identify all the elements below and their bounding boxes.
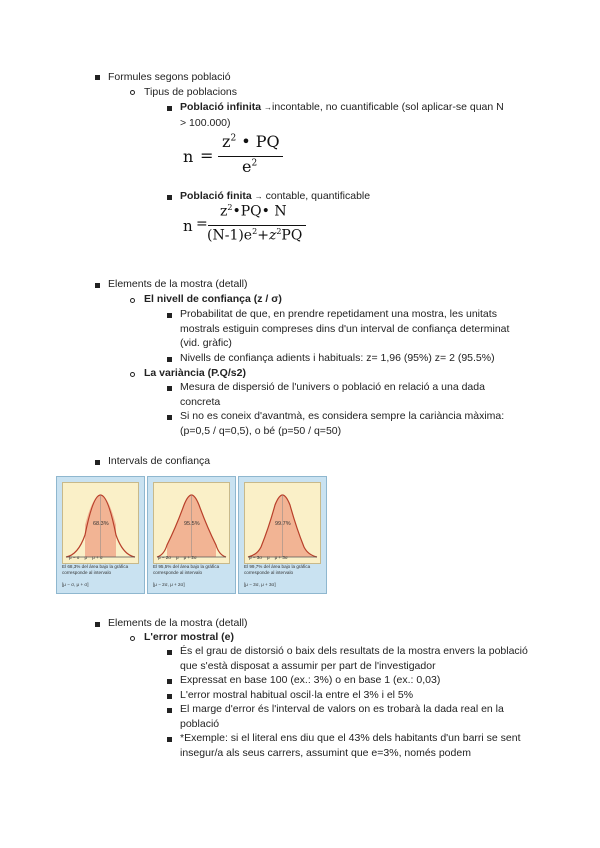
formula-exp: 2	[276, 227, 282, 236]
card-caption: El 68,3% del área bajo la gráfica corresponde al intervalo	[62, 564, 129, 575]
bullet-icon	[167, 694, 172, 699]
error-item-5: *Exemple: si el literal ens diu que el 43% dels habitants d'un barri se sent insegur/a als seus carrers, assumint que e=3%, només podem	[180, 732, 521, 759]
variance-label: La variància (P.Q/s2)	[144, 367, 246, 379]
finite-formula	[180, 203, 320, 251]
formula-lhs: n	[183, 217, 193, 235]
bullet-icon	[167, 650, 172, 655]
error-item-4: El marge d'error és l'interval de valors on es trobarà la dada real en la població	[180, 703, 504, 730]
formula-numerator	[220, 203, 287, 220]
axis-label: μ − 3σ μ μ + 3σ	[249, 555, 288, 560]
percentage-label: 95.5%	[184, 521, 200, 527]
axis-label: μ − 2σ μ μ + 2σ	[158, 555, 197, 560]
card-range: [μ − 3σ, μ + 3σ]	[244, 582, 276, 587]
axis-label: μ − σ μ μ + σ	[69, 555, 103, 560]
infinite-formula	[180, 130, 310, 180]
variance-item-2: Si no es coneix d'avantmà, es considera sempre la cariància màxima: (p=0,5 / q=0,5), o bé (p=50 / q=50)	[180, 410, 505, 437]
section4-title: Elements de la mostra (detall)	[108, 617, 248, 629]
bullet-icon	[167, 737, 172, 742]
bullet-circle-icon	[130, 636, 135, 641]
bullet-icon	[167, 679, 172, 684]
card-caption: El 99,7% del área bajo la gráfica corresponde al intervalo	[244, 564, 311, 575]
section3-title: Intervals de confiança	[108, 455, 211, 467]
bullet-icon	[167, 313, 172, 318]
bullet-icon	[95, 75, 100, 80]
card-caption: El 95,5% del área bajo la gráfica corresponde al intervalo	[153, 564, 220, 575]
formula-plus: +	[257, 227, 269, 244]
confidence-card	[56, 476, 145, 594]
formula-e: e	[242, 157, 252, 176]
card-range: [μ − σ, μ + σ]	[62, 582, 89, 587]
bullet-circle-icon	[130, 90, 135, 95]
confidence-card	[147, 476, 236, 594]
card-range: [μ − 2σ, μ + 2σ]	[153, 582, 185, 587]
formula-eq: =	[200, 146, 214, 165]
bullet-circle-icon	[130, 298, 135, 303]
formula-lhs: n	[183, 147, 194, 166]
bullet-icon	[95, 283, 100, 288]
confidence-card	[238, 476, 327, 594]
percentage-label: 68.3%	[93, 521, 109, 527]
bullet-icon	[167, 195, 172, 200]
bullet-icon	[167, 106, 172, 111]
bullet-icon	[95, 622, 100, 627]
formula-pqn: •PQ• N	[232, 203, 287, 220]
formula-pq: • PQ	[241, 132, 280, 151]
percentage-label: 99.7%	[275, 521, 291, 527]
error-item-2: Expressat en base 100 (ex.: 3%) o en base 1 (ex.: 0,03)	[180, 674, 441, 686]
bullet-icon	[167, 415, 172, 420]
formula-eq: =	[196, 216, 208, 232]
bullet-icon	[167, 386, 172, 391]
infinite-population-item	[180, 100, 530, 130]
finite-desc: contable, quantificable	[265, 190, 371, 202]
formula-exp: 2	[227, 203, 233, 212]
arrow-icon: →	[264, 103, 273, 112]
infinite-desc-line1: incontable, no cuantificable (sol aplicar-se quan N	[272, 101, 504, 113]
error-item-3: L'error mostral habitual oscil·la entre el 3% i el 5%	[180, 689, 414, 701]
bullet-circle-icon	[130, 372, 135, 377]
bullet-icon	[95, 460, 100, 465]
arrow-icon: →	[254, 192, 263, 201]
section2-title: Elements de la mostra (detall)	[108, 278, 248, 290]
section1-title: Formules segons població	[108, 71, 231, 83]
finite-label: Població finita	[180, 190, 252, 202]
variance-item-1: Mesura de dispersió de l'univers o població en relació a una dada concreta	[180, 381, 485, 408]
confidence-label: El nivell de confiança (z / σ)	[144, 293, 282, 305]
bullet-icon	[167, 357, 172, 362]
fraction-line	[208, 225, 306, 226]
error-label: L'error mostral (e)	[144, 631, 235, 643]
bell-curve-plot	[244, 482, 321, 564]
formula-z: z	[220, 203, 228, 220]
bell-curve-plot	[153, 482, 230, 564]
confidence-item-2: Nivells de confiança adients i habituals: z= 1,96 (95%) z= 2 (95.5%)	[180, 352, 495, 364]
bullet-icon	[167, 708, 172, 713]
formula-exp: 2	[230, 133, 237, 144]
error-item-1: És el grau de distorsió o baix dels resultats de la mostra envers la població que s'està disposat a assumir per part de l'investigador	[180, 645, 528, 672]
formula-denominator	[207, 227, 302, 244]
infinite-desc-line2: > 100.000)	[180, 116, 231, 129]
formula-pq: PQ	[281, 227, 303, 244]
formula-denominator	[242, 157, 257, 176]
formula-exp: 2	[252, 227, 258, 236]
populations-subtitle: Tipus de poblacions	[144, 86, 238, 98]
formula-z: z	[268, 227, 277, 244]
formula-exp: 2	[251, 158, 258, 169]
infinite-label: Població infinita	[180, 101, 262, 113]
formula-numerator	[222, 132, 280, 151]
formula-n1e: (N-1)e	[207, 227, 253, 244]
formula-z: z	[222, 132, 231, 151]
confidence-item-1: Probabilitat de que, en prendre repetidament una mostra, les unitats mostrals estiguin compreses dins d'un interval de confiança determinat (vid. gràfic)	[180, 308, 510, 349]
bell-curve-plot	[62, 482, 139, 564]
